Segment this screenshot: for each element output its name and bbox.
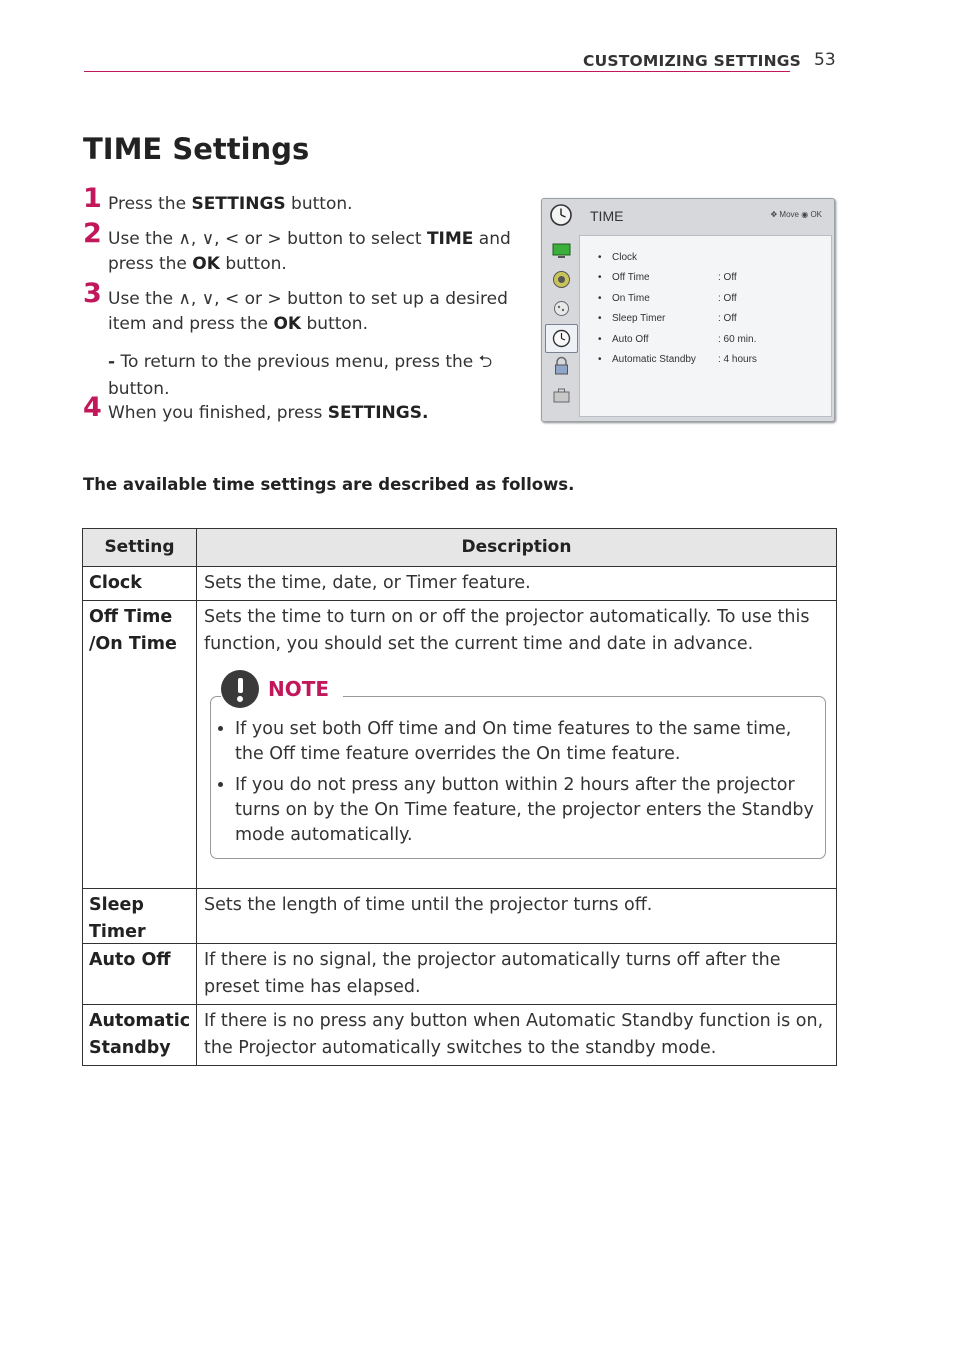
setting-name: Sleep Timer [89, 895, 146, 942]
osd-nav-hint: ✥ Move ◉ OK [770, 210, 822, 219]
note-item: • If you do not press any button within 2 hours after the projector turns on by the On Time feature, the projector enters the Standby mode automatically. [235, 773, 815, 848]
step-number: 4 [83, 392, 102, 423]
setting-description: Sets the time, date, or Timer feature. [204, 573, 531, 593]
table-row [83, 943, 836, 1004]
osd-item-clock[interactable]: • Clock [598, 252, 638, 263]
right-arrow-icon: > [267, 289, 282, 309]
step-4 [83, 392, 533, 426]
picture-menu-icon[interactable] [546, 237, 577, 264]
move-icon: ✥ [770, 210, 778, 219]
osd-item-auto-off[interactable]: • Auto Off : 60 min. [598, 334, 757, 345]
osd-title: TIME [590, 208, 624, 224]
header-divider [84, 71, 790, 72]
column-header-description: Description [461, 537, 572, 557]
step-number: 3 [83, 278, 102, 309]
intro-text: The available time settings are described as follows. [83, 475, 575, 494]
setting-name: Automatic Standby [89, 1011, 191, 1058]
step-text: Use the ∧, ∨, < or > button to set up a desired item and press the OK button. [108, 289, 508, 334]
step-number: 2 [83, 218, 102, 249]
setting-description: If there is no press any button when Automatic Standby function is on, the Projector automatically switches to the standby mode. [204, 1011, 824, 1058]
step-3 [83, 278, 533, 337]
setting-name: Off Time /On Time [89, 607, 177, 654]
back-icon: ⮌ [478, 352, 493, 372]
osd-item-automatic-standby[interactable]: • Automatic Standby : 4 hours [598, 354, 757, 365]
setting-description: Sets the length of time until the projector turns off. [204, 895, 653, 915]
arrow-keys-icon: ∧, ∨, < [178, 229, 240, 249]
setting-description: If there is no signal, the projector automatically turns off after the preset time has elapsed. [204, 950, 781, 997]
header-section-title: CUSTOMIZING SETTINGS [583, 52, 802, 70]
setting-description: Sets the time to turn on or off the projector automatically. To use this function, you should set the current time and date in advance. [204, 607, 810, 654]
note-list [217, 717, 815, 848]
column-header-setting: Setting [104, 537, 175, 557]
arrow-keys-icon: ∧, ∨, < [178, 289, 240, 309]
right-arrow-icon: > [267, 229, 282, 249]
step-text: Use the ∧, ∨, < or > button to select TIME and press the OK button. [108, 229, 511, 274]
osd-titlebar [542, 199, 834, 233]
table-row [83, 888, 836, 943]
note-label: NOTE [268, 676, 330, 701]
ok-icon: ◉ [801, 210, 809, 219]
step-text: Press the SETTINGS button. [108, 194, 353, 214]
table-header-row [83, 529, 836, 566]
table-row [83, 566, 836, 600]
table-row [83, 600, 836, 888]
step-2 [83, 218, 533, 277]
osd-item-sleep-timer[interactable]: • Sleep Timer : Off [598, 313, 737, 324]
option-menu-icon[interactable] [546, 382, 577, 409]
osd-items-panel [579, 235, 832, 417]
page-number: 53 [814, 50, 836, 70]
osd-sidebar [544, 235, 579, 417]
osd-item-off-time[interactable]: • Off Time : Off [598, 272, 737, 283]
table-row [83, 1004, 836, 1065]
clock-icon [550, 204, 572, 226]
step-number: 1 [83, 183, 102, 214]
setup-menu-icon[interactable] [546, 295, 577, 322]
time-menu-icon[interactable] [545, 324, 578, 353]
note-item: • If you set both Off time and On time features to the same time, the Off time feature overrides the On time feature. [235, 717, 815, 767]
note-box [210, 676, 826, 859]
setting-name: Auto Off [89, 950, 171, 970]
settings-table [82, 528, 837, 1066]
step-1 [83, 183, 533, 217]
step-text: When you finished, press SETTINGS. [108, 403, 429, 423]
lock-menu-icon[interactable] [546, 353, 577, 380]
osd-item-on-time[interactable]: • On Time : Off [598, 293, 737, 304]
audio-menu-icon[interactable] [546, 266, 577, 293]
osd-time-menu [541, 198, 835, 422]
exclamation-icon [221, 670, 259, 708]
return-note: - To return to the previous menu, press the ⮌ button. [108, 352, 493, 399]
page-title: TIME Settings [83, 132, 310, 166]
setting-name: Clock [89, 573, 142, 593]
